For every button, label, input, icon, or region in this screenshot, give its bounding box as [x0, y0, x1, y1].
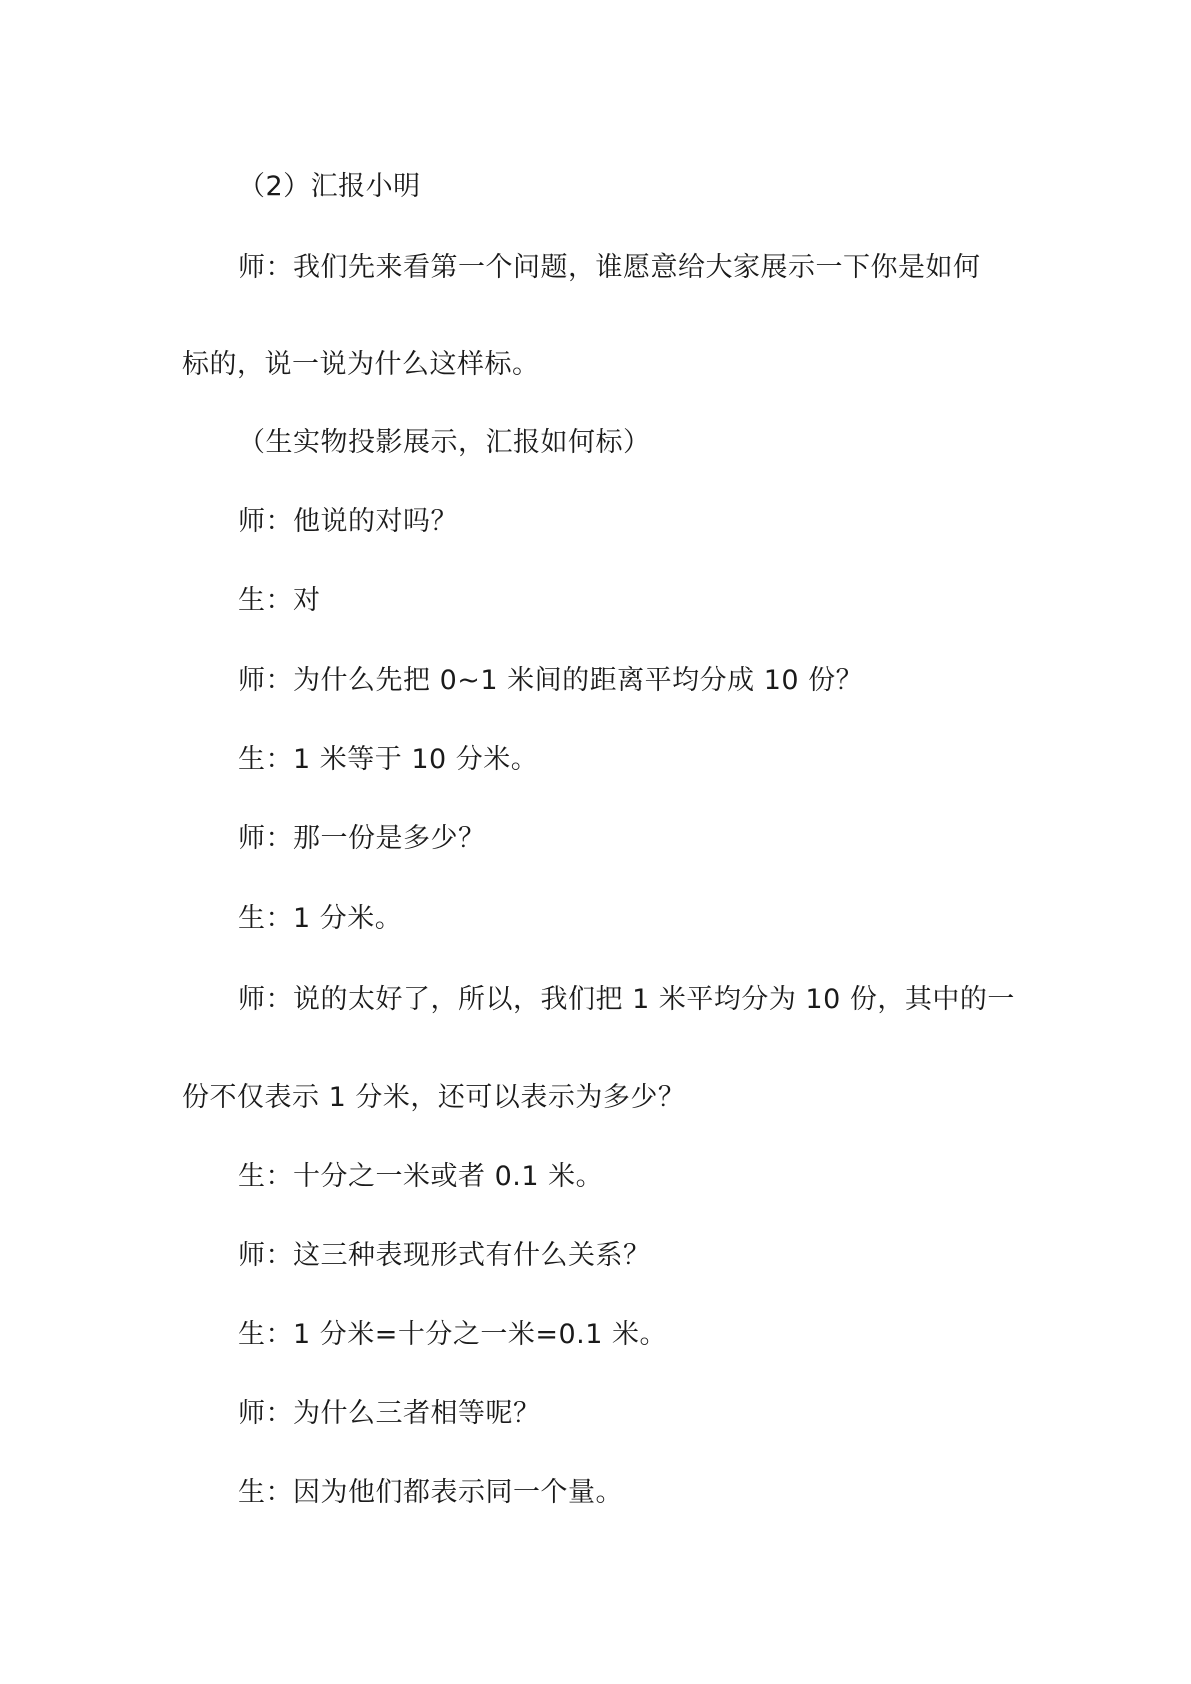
dialogue-line: 生：因为他们都表示同一个量。	[238, 1477, 623, 1508]
dialogue-line-continuation: 标的，说一说为什么这样标。	[182, 349, 540, 380]
dialogue-line: 师：那一份是多少？	[238, 823, 486, 854]
dialogue-line: 生：十分之一米或者 0.1 米。	[238, 1161, 604, 1192]
dialogue-line: 生：1 米等于 10 分米。	[238, 744, 539, 775]
dialogue-line: 生：1 分米=十分之一米=0.1 米。	[238, 1319, 668, 1350]
section-heading: （2）汇报小明	[238, 171, 421, 202]
stage-direction: （生实物投影展示，汇报如何标）	[238, 427, 651, 458]
dialogue-line: 师：为什么三者相等呢？	[238, 1398, 541, 1429]
dialogue-line: 师：我们先来看第一个问题，谁愿意给大家展示一下你是如何	[238, 252, 981, 283]
dialogue-line: 师：说的太好了，所以，我们把 1 米平均分为 10 份，其中的一	[238, 984, 1015, 1015]
dialogue-line: 师：他说的对吗？	[238, 506, 458, 537]
dialogue-line: 师：为什么先把 0~1 米间的距离平均分成 10 份？	[238, 665, 864, 696]
dialogue-line: 生：对	[238, 585, 321, 616]
dialogue-line-continuation: 份不仅表示 1 分米，还可以表示为多少？	[182, 1082, 686, 1113]
dialogue-line: 师：这三种表现形式有什么关系？	[238, 1240, 651, 1271]
dialogue-line: 生：1 分米。	[238, 903, 403, 934]
